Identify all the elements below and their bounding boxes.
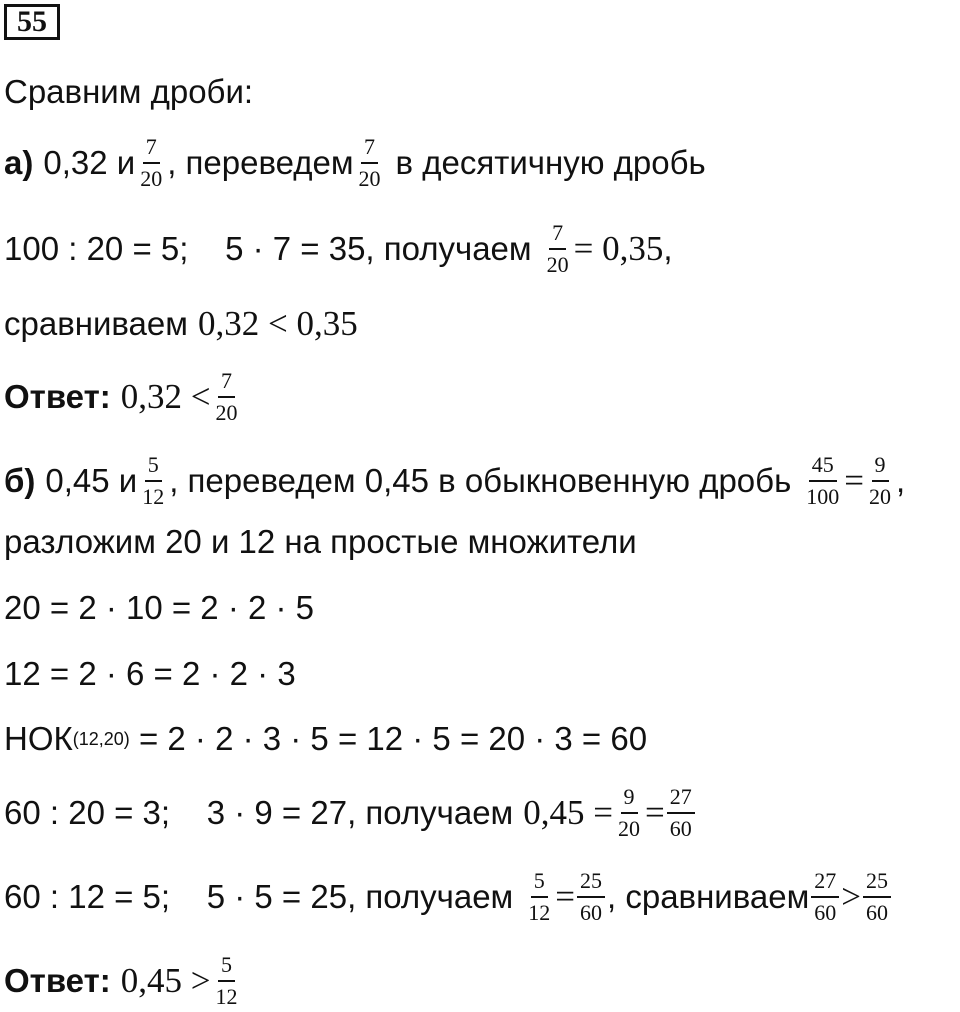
- answer-label: Ответ:: [4, 378, 111, 415]
- text: НОК: [4, 720, 73, 757]
- denominator: 20: [618, 816, 640, 841]
- part-a-line-1: [4, 134, 706, 192]
- math-text: 0,32 <: [120, 377, 211, 416]
- text: разложим 20 и 12 на простые множители: [4, 523, 637, 560]
- fraction: [863, 868, 891, 926]
- text: 60 : 12 = 5; 5 · 5 = 25, получаем: [4, 878, 514, 915]
- part-b-line-4: [4, 652, 296, 696]
- math-text: 0,45 >: [120, 961, 211, 1000]
- fraction: [667, 784, 695, 842]
- fraction: [811, 868, 839, 926]
- denominator: 12: [528, 900, 551, 925]
- equals-sign: =: [844, 461, 865, 500]
- fraction: [577, 868, 605, 926]
- part-b-label: б): [4, 462, 36, 499]
- greater-sign: >: [841, 877, 862, 916]
- part-a-answer: [4, 368, 243, 426]
- text: , сравниваем: [607, 878, 810, 915]
- numerator: 25: [863, 868, 891, 898]
- numerator: 9: [872, 452, 889, 482]
- denominator: 100: [806, 484, 840, 509]
- numerator: 5: [145, 452, 162, 482]
- math-text: 0,32 < 0,35: [197, 304, 358, 343]
- denominator: 12: [142, 484, 165, 509]
- fraction: [803, 452, 842, 510]
- text: 12 = 2 · 6 = 2 · 2 · 3: [4, 655, 296, 692]
- fraction: [213, 952, 241, 1010]
- text: 100 : 20 = 5; 5 · 7 = 35, получаем: [4, 230, 532, 267]
- text: = 2 · 2 · 3 · 5 = 12 · 5 = 20 · 3 = 60: [129, 720, 648, 757]
- numerator: 45: [809, 452, 837, 482]
- equals-sign: =: [645, 793, 665, 832]
- denominator: 60: [866, 900, 889, 925]
- numerator: 7: [549, 220, 566, 250]
- denominator: 20: [215, 400, 238, 425]
- text: 60 : 20 = 3; 3 · 9 = 27, получаем: [4, 794, 514, 831]
- fraction: [213, 368, 241, 426]
- part-a-line-3: [4, 302, 358, 346]
- numerator: 25: [577, 868, 605, 898]
- denominator: 12: [215, 984, 238, 1009]
- text: , переведем: [167, 144, 354, 181]
- text: , переведем 0,45 в обыкновенную дробь: [169, 462, 792, 499]
- part-b-line-7: [4, 868, 893, 926]
- fraction: [356, 134, 384, 192]
- text: ,: [663, 230, 673, 267]
- text: сравниваем: [4, 305, 188, 342]
- numerator: 7: [361, 134, 378, 164]
- fraction: [525, 868, 553, 926]
- numerator: 7: [218, 368, 235, 398]
- numerator: 27: [667, 784, 695, 814]
- answer-label: Ответ:: [4, 962, 111, 999]
- part-b-line-1: [4, 452, 905, 510]
- denominator: 60: [814, 900, 837, 925]
- task-number: 55: [4, 4, 60, 40]
- numerator: 9: [621, 784, 638, 814]
- part-b-line-2: [4, 520, 637, 564]
- denominator: 20: [140, 166, 163, 191]
- part-b-line-6: [4, 784, 697, 842]
- intro-text: Сравним дроби:: [4, 73, 254, 110]
- numerator: 27: [811, 868, 839, 898]
- math-text: = 0,35: [573, 229, 664, 268]
- fraction: [544, 220, 572, 278]
- equals-sign: =: [555, 877, 575, 916]
- fraction: [866, 452, 894, 510]
- text: 0,45 и: [45, 462, 138, 499]
- math-text: 0,45 =: [523, 793, 613, 832]
- denominator: 60: [580, 900, 602, 925]
- part-b-line-5: [4, 716, 647, 762]
- fraction: [615, 784, 643, 842]
- part-a-line-2: [4, 220, 673, 278]
- denominator: 60: [669, 816, 692, 841]
- subscript: (12,20): [72, 728, 130, 749]
- numerator: 5: [218, 952, 235, 982]
- text: 0,32 и: [43, 144, 136, 181]
- part-b-answer: [4, 952, 243, 1010]
- fraction: [139, 452, 167, 510]
- numerator: 5: [531, 868, 548, 898]
- denominator: 20: [869, 484, 892, 509]
- denominator: 20: [546, 252, 569, 277]
- text: в десятичную дробь: [395, 144, 706, 181]
- numerator: 7: [143, 134, 160, 164]
- text: 20 = 2 · 10 = 2 · 2 · 5: [4, 589, 315, 626]
- denominator: 20: [358, 166, 381, 191]
- part-a-label: а): [4, 144, 34, 181]
- text: ,: [896, 462, 906, 499]
- fraction: [137, 134, 165, 192]
- part-b-line-3: [4, 586, 314, 630]
- intro-line: [4, 72, 253, 112]
